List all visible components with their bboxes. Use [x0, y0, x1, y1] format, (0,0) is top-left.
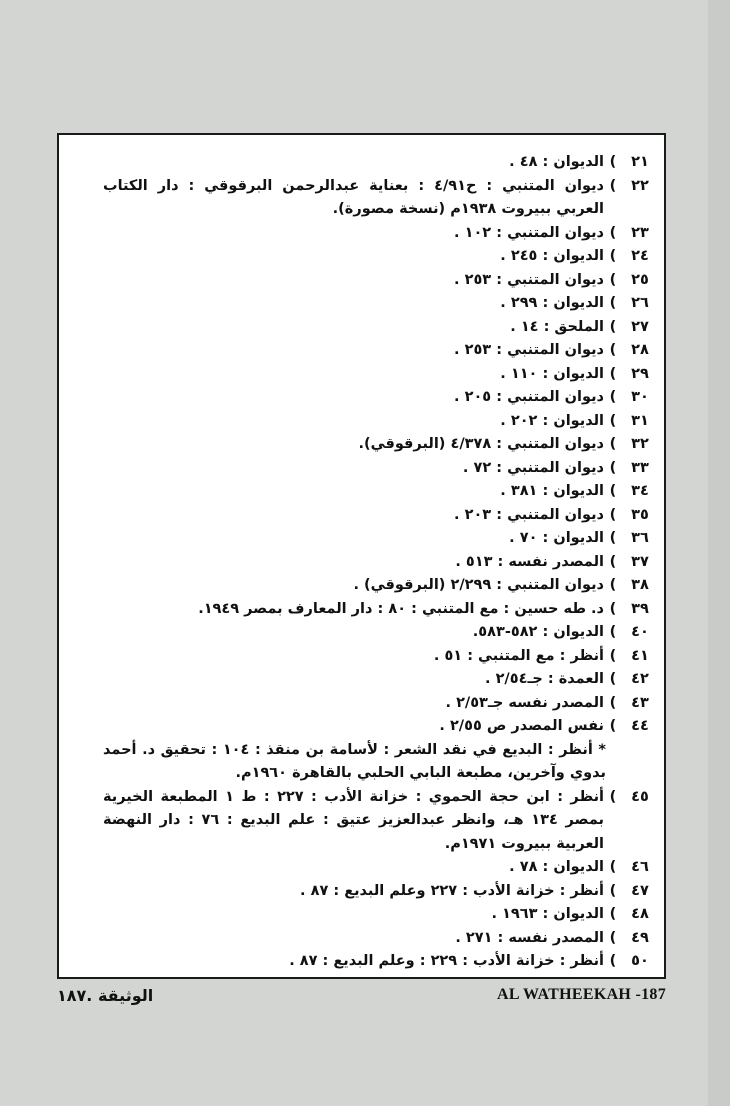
endnote-paren: )	[609, 224, 617, 241]
endnote-paren: )	[609, 859, 617, 875]
endnote-text: ديوان المتنبي : ٤/٣٧٨ (البرقوقي).	[358, 436, 604, 452]
endnote-number: ٢١	[631, 154, 649, 170]
endnote-text: ديوان المتنبي : ٢٥٣ .	[454, 342, 604, 358]
endnote-number: ٤٧	[631, 882, 649, 899]
endnote-text: الملحق : ١٤ .	[510, 318, 604, 335]
endnote-item	[59, 856, 664, 880]
endnote-item	[59, 950, 664, 974]
endnote-number: ٢٨	[631, 342, 649, 358]
endnote-item	[59, 880, 664, 904]
endnote-paren: )	[609, 600, 617, 617]
endnote-paren: )	[609, 248, 617, 264]
endnote-paren: )	[609, 342, 617, 358]
endnote-number: ٢٤	[631, 248, 649, 264]
endnote-text: الديوان : ٢٠٢ .	[500, 412, 604, 429]
endnote-item	[59, 598, 664, 622]
endnote-paren: )	[609, 389, 617, 405]
endnote-text: أنظر : ابن حجة الحموي : خزانة الأدب : ٢٢٧ : ط ١ المطبعة الخيرية بمصر ١٣٤ هـ، وانظر عبدالعزيز عتيق : علم البديع : ٧٦ : دار النهضة العربية ببيروت ١٩٧١م.	[103, 788, 604, 852]
endnote-number: ٣٨	[631, 577, 649, 593]
endnote-item	[59, 621, 664, 645]
endnote-text: أنظر : خزانة الأدب : ٢٢٩ : وعلم البديع : ٨٧ .	[289, 953, 604, 969]
endnote-paren: )	[609, 553, 617, 570]
page-edge	[708, 0, 730, 1106]
endnotes-list	[59, 151, 664, 974]
endnote-paren: )	[609, 647, 617, 664]
endnote-paren: )	[609, 459, 617, 476]
endnote-item	[59, 927, 664, 951]
footer-journal-title-arabic: الوثيقة .١٨٧	[57, 986, 154, 1005]
endnote-paren: )	[609, 788, 617, 805]
endnote-paren: )	[609, 953, 617, 969]
endnote-item	[59, 480, 664, 504]
page-footer	[57, 986, 666, 1008]
endnote-number: ٢٦	[631, 295, 649, 311]
endnote-item	[59, 551, 664, 575]
endnote-paren: )	[609, 412, 617, 429]
endnote-text: الديوان : ٧٨ .	[509, 859, 604, 875]
endnote-item	[59, 316, 664, 340]
endnote-item	[59, 574, 664, 598]
endnote-paren: )	[609, 295, 617, 311]
endnote-text: أنظر : خزانة الأدب : ٢٢٧ وعلم البديع : ٨٧ .	[300, 882, 604, 899]
endnote-item	[59, 245, 664, 269]
endnote-text: نفس المصدر ص ٢/٥٥ .	[439, 718, 604, 734]
endnote-paren: )	[609, 882, 617, 899]
endnote-item	[59, 269, 664, 293]
endnote-number: ٤١	[631, 647, 649, 664]
endnote-paren: )	[609, 906, 617, 922]
endnote-number: ٢٥	[631, 271, 649, 288]
endnote-number: ٥٠	[631, 953, 649, 969]
endnote-text: ديوان المتنبي : ٢/٢٩٩ (البرقوقي) .	[353, 577, 604, 593]
endnote-item	[59, 786, 664, 857]
endnote-paren: )	[609, 271, 617, 288]
endnote-text: ديوان المتنبي : ح٤/٩١ : بعناية عبدالرحمن البرقوقي : دار الكتاب العربي ببيروت ١٩٣٨م (نسخة مصورة).	[103, 177, 604, 217]
endnote-number: ٣١	[631, 412, 649, 429]
endnote-text: الديوان : ٧٠ .	[509, 530, 604, 546]
endnote-item	[59, 457, 664, 481]
endnote-item	[59, 715, 664, 739]
endnote-text: الديوان : ٥٨٢-٥٨٣.	[472, 624, 604, 640]
endnote-paren: )	[609, 436, 617, 452]
endnote-number: ٤٣	[631, 694, 649, 711]
endnote-paren: )	[609, 671, 617, 687]
endnote-number: ٤٢	[631, 671, 649, 687]
endnote-text: المصدر نفسه : ٢٧١ .	[455, 929, 604, 946]
endnote-number: ٣٧	[631, 553, 649, 570]
endnote-number: ٣٩	[631, 600, 649, 617]
endnote-paren: )	[609, 718, 617, 734]
endnote-paren: )	[609, 318, 617, 335]
endnote-number: ٢٩	[631, 365, 649, 382]
notes-frame	[57, 133, 666, 979]
endnote-text: المصدر نفسه جـ٢/٥٣ .	[445, 694, 604, 711]
endnote-text: المصدر نفسه : ٥١٣ .	[455, 553, 604, 570]
endnote-text: الديوان : ٢٩٩ .	[500, 295, 604, 311]
endnote-number: ٢٢	[631, 177, 649, 194]
endnote-item	[59, 386, 664, 410]
endnote-number: ٤٨	[631, 906, 649, 922]
endnote-text: ديوان المتنبي : ٢٥٣ .	[454, 271, 604, 288]
endnote-paren: )	[609, 483, 617, 499]
endnote-text: العمدة : جـ٢/٥٤ .	[485, 671, 604, 687]
endnote-item	[59, 339, 664, 363]
endnote-item	[59, 222, 664, 246]
endnote-number: ٣٢	[631, 436, 649, 452]
endnote-text: ديوان المتنبي : ٢٠٥ .	[454, 389, 604, 405]
endnote-text: د. طه حسين : مع المتنبي : ٨٠ : دار المعارف بمصر ١٩٤٩.	[198, 600, 604, 617]
endnote-paren: )	[609, 624, 617, 640]
endnote-text: الديوان : ١١٠ .	[500, 365, 604, 382]
endnote-paren: )	[609, 177, 617, 194]
endnote-number: ٣٥	[631, 506, 649, 523]
endnote-number: ٤٩	[631, 929, 649, 946]
endnote-paren: )	[609, 577, 617, 593]
endnote-number: ٤٦	[631, 859, 649, 875]
endnote-paren: )	[609, 530, 617, 546]
endnote-item	[59, 292, 664, 316]
endnote-text: الديوان : ٤٨ .	[509, 154, 604, 170]
endnote-item	[59, 527, 664, 551]
endnote-item	[59, 903, 664, 927]
endnote-text: ديوان المتنبي : ١٠٢ .	[454, 224, 604, 241]
endnote-text: الديوان : ٣٨١ .	[500, 483, 604, 499]
endnote-text: ديوان المتنبي : ٧٢ .	[462, 459, 604, 476]
endnote-number: ٣٠	[631, 389, 649, 405]
endnote-number: ٤٤	[631, 718, 649, 734]
endnote-text: الديوان : ٢٤٥ .	[500, 248, 604, 264]
endnote-paren: )	[609, 154, 617, 170]
endnote-text: الديوان : ١٩٦٣ .	[491, 906, 604, 922]
endnote-paren: )	[609, 929, 617, 946]
endnote-item	[59, 504, 664, 528]
endnote-item	[59, 668, 664, 692]
footer-journal-title-english: AL WATHEEKAH -187	[497, 986, 666, 1003]
endnote-number: ٣٣	[631, 459, 649, 476]
endnote-number: ٤٠	[631, 624, 649, 640]
endnote-paren: )	[609, 365, 617, 382]
endnote-item	[59, 739, 664, 786]
endnote-number: ٢٧	[631, 318, 649, 335]
endnote-item	[59, 645, 664, 669]
endnote-number: ٣٤	[631, 483, 649, 499]
endnote-text: أنظر : مع المتنبي : ٥١ .	[433, 647, 604, 664]
endnote-item	[59, 175, 664, 222]
endnote-text: * أنظر : البديع في نقد الشعر : لأسامة بن منقذ : ١٠٤ : تحقيق د. أحمد بدوي وآخرين، مطبعة البابي الحلبي بالقاهرة ١٩٦٠م.	[103, 741, 606, 781]
endnote-item	[59, 410, 664, 434]
endnote-text: ديوان المتنبي : ٢٠٣ .	[454, 506, 604, 523]
endnote-number: ٣٦	[631, 530, 649, 546]
endnote-number: ٤٥	[631, 788, 649, 805]
endnote-item	[59, 363, 664, 387]
endnote-paren: )	[609, 506, 617, 523]
endnote-number: ٢٣	[631, 224, 649, 241]
endnote-paren: )	[609, 694, 617, 711]
endnote-item	[59, 433, 664, 457]
endnote-item	[59, 151, 664, 175]
endnote-item	[59, 692, 664, 716]
